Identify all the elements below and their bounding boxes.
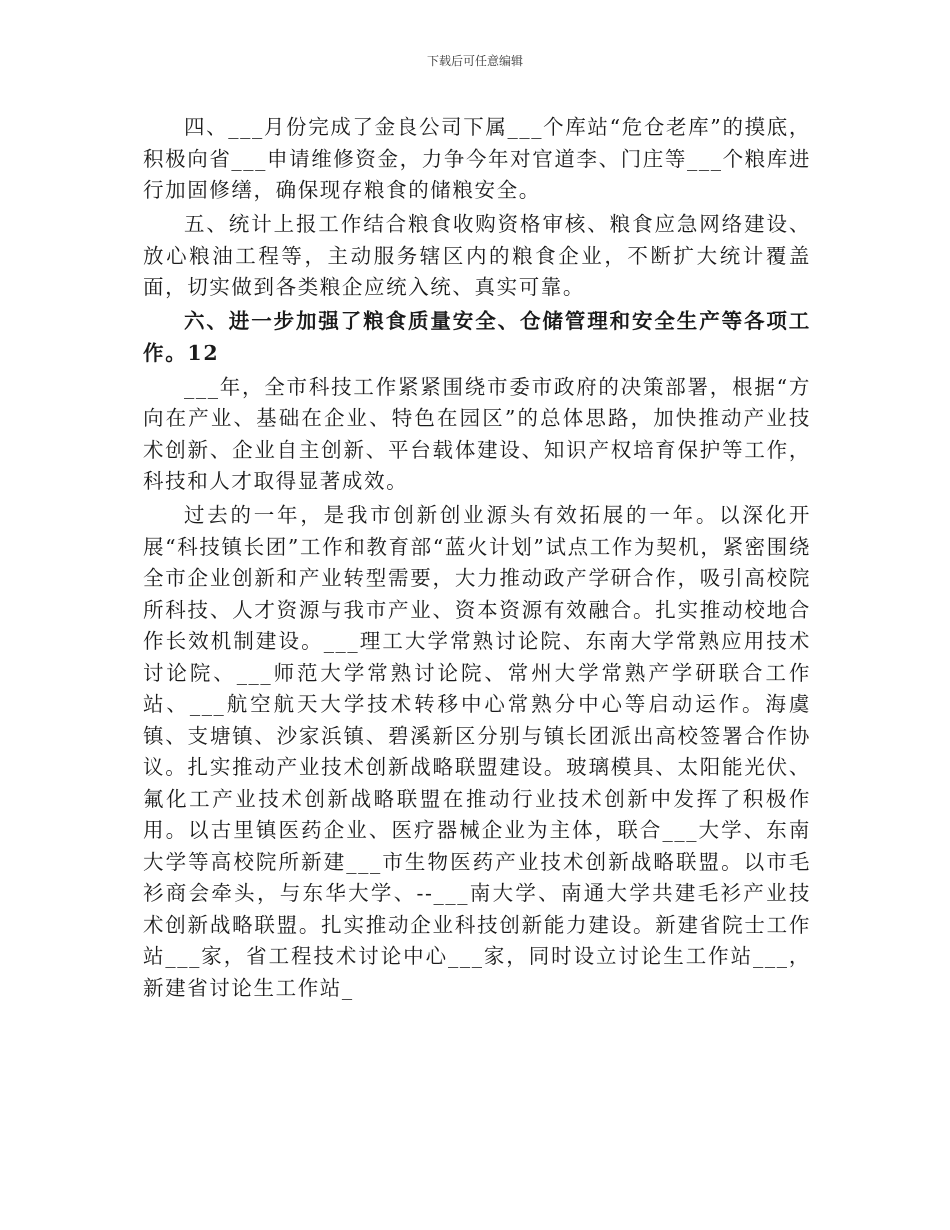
section-heading: 六、进一步加强了粮食质量安全、仓储管理和安全生产等各项工作。12 (143, 309, 811, 365)
paragraph: 四、___月份完成了金良公司下属___个库站“危仓老库”的摸底，积极向省___申请维修资金，力争今年对官道李、门庄等___个粮库进行加固修缮，确保现存粮食的储粮安全。 (143, 115, 811, 202)
page-header: 下载后可任意编辑 (426, 54, 523, 68)
paragraph: 过去的一年，是我市创新创业源头有效拓展的一年。以深化开展“科技镇长团”工作和教育部“蓝火计划”试点工作为契机，紧密围绕全市企业创新和产业转型需要，大力推动政产学研合作，吸引高校院所科技、人才资源与我市产业、资本资源有效融合。扎实推动校地合作长效机制建设。___理工大学常熟讨论院、东南大学常熟应用技术讨论院、___师范大学常熟讨论院、常州大学常熟产学研联合工作站、___航空航天大学技术转移中心常熟分中心等启动运作。海虞镇、支塘镇、沙家浜镇、碧溪新区分别与镇长团派出高校签署合作协议。扎实推动产业技术创新战略联盟建设。玻璃模具、太阳能光伏、氟化工产业技术创新战略联盟在推动行业技术创新中发挥了积极作用。以古里镇医药企业、医疗器械企业为主体，联合___大学、东南大学等高校院所新建___市生物医药产业技术创新战略联盟。以市毛衫商会牵头，与东华大学、--___南大学、南通大学共建毛衫产业技术创新战略联盟。扎实推动企业科技创新能力建设。新建省院士工作站___家，省工程技术讨论中心___家，同时设立讨论生工作站___，新建省讨论生工作站_ (143, 503, 811, 1000)
paragraph: 五、统计上报工作结合粮食收购资格审核、粮食应急网络建设、放心粮油工程等，主动服务辖区内的粮食企业，不断扩大统计覆盖面，切实做到各类粮企应统入统、真实可靠。 (143, 212, 811, 299)
document-body (143, 112, 811, 1004)
paragraph: ___年，全市科技工作紧紧围绕市委市政府的决策部署，根据“方向在产业、基础在企业、特色在园区”的总体思路，加快推动产业技术创新、企业自主创新、平台载体建设、知识产权培育保护等工作，科技和人才取得显著成效。 (143, 374, 811, 493)
